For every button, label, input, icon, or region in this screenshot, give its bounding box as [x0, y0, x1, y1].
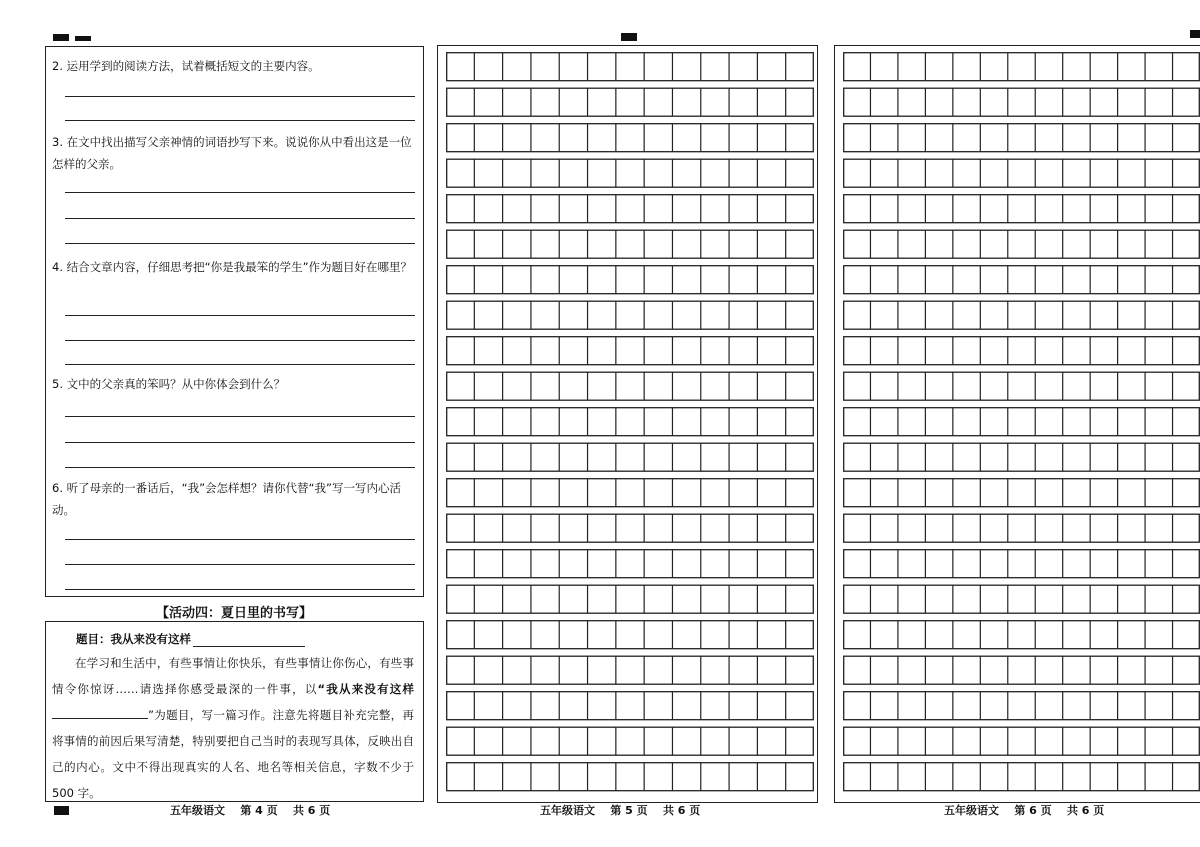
registration-mark-top-right [1190, 30, 1200, 38]
grid-row[interactable] [447, 479, 814, 507]
grid-row[interactable] [844, 266, 1200, 294]
grid-row[interactable] [447, 621, 814, 649]
composition-grid-svg [843, 52, 1200, 798]
page-footer-6: 五年级语文 第 6 页 共 6 页 [944, 804, 1105, 817]
composition-grid-page-6[interactable] [843, 52, 1200, 798]
grid-row[interactable] [447, 88, 814, 116]
grid-row[interactable] [844, 656, 1200, 684]
grid-row[interactable] [447, 763, 814, 791]
answer-line[interactable] [65, 340, 415, 341]
grid-row[interactable] [844, 124, 1200, 152]
grid-row[interactable] [447, 514, 814, 542]
question-4: 4. 结合文章内容，仔细思考把“你是我最笨的学生”作为题目好在哪里？ [52, 260, 413, 274]
grid-row[interactable] [447, 230, 814, 258]
page-footer-4: 五年级语文 第 4 页 共 6 页 [170, 804, 331, 817]
grid-row[interactable] [844, 479, 1200, 507]
grid-row[interactable] [447, 372, 814, 400]
composition-grid-page-5[interactable] [446, 52, 814, 798]
grid-row[interactable] [844, 763, 1200, 791]
grid-row[interactable] [844, 372, 1200, 400]
writing-topic [76, 631, 305, 647]
activity-heading: 【活动四：夏日里的书写】 [155, 606, 312, 621]
registration-mark-bottom-left [54, 806, 69, 815]
answer-line[interactable] [65, 564, 415, 565]
registration-mark-top-center [621, 33, 637, 41]
question-2: 2. 运用学到的阅读方法，试着概括短文的主要内容。 [52, 59, 320, 73]
answer-line[interactable] [65, 96, 415, 97]
answer-line[interactable] [65, 467, 415, 468]
prompt-part-2: ”为题目，写一篇习作。注意先将题目补充完整，再将事情的前因后果写清楚，特别要把自己当时的表现写具体，反映出自己的内心。文中不得出现真实的人名、地名等相关信息，字数不少于 500 字。 [52, 708, 414, 800]
question-5: 5. 文中的父亲真的笨吗？从中你体会到什么？ [52, 377, 286, 391]
answer-line[interactable] [65, 218, 415, 219]
grid-row[interactable] [844, 585, 1200, 613]
question-6: 6. 听了母亲的一番话后，“我”会怎样想？请你代替“我”写一写内心活动。 [52, 481, 401, 517]
topic-label: 题目：我从来没有这样 [76, 632, 191, 646]
grid-row[interactable] [447, 585, 814, 613]
grid-row[interactable] [844, 514, 1200, 542]
grid-row[interactable] [447, 337, 814, 365]
grid-row[interactable] [447, 124, 814, 152]
answer-line[interactable] [65, 364, 415, 365]
grid-row[interactable] [447, 408, 814, 436]
grid-row[interactable] [844, 159, 1200, 187]
grid-row[interactable] [844, 408, 1200, 436]
registration-mark-top-left-2 [75, 36, 91, 41]
answer-line[interactable] [65, 539, 415, 540]
answer-line[interactable] [65, 120, 415, 121]
grid-row[interactable] [447, 159, 814, 187]
grid-row[interactable] [447, 53, 814, 81]
grid-row[interactable] [844, 195, 1200, 223]
grid-row[interactable] [447, 692, 814, 720]
answer-line[interactable] [65, 192, 415, 193]
writing-prompt [52, 650, 414, 806]
grid-row[interactable] [844, 621, 1200, 649]
grid-row[interactable] [844, 88, 1200, 116]
topic-blank[interactable] [193, 634, 305, 647]
grid-row[interactable] [447, 656, 814, 684]
grid-row[interactable] [447, 727, 814, 755]
grid-row[interactable] [447, 301, 814, 329]
grid-row[interactable] [844, 727, 1200, 755]
grid-row[interactable] [844, 301, 1200, 329]
answer-line[interactable] [65, 416, 415, 417]
grid-row[interactable] [844, 230, 1200, 258]
prompt-part-1: 在学习和生活中，有些事情让你快乐，有些事情让你伤心，有些事情令你惊讶……请选择你感受最深的一件事，以 [52, 656, 414, 696]
answer-line[interactable] [65, 243, 415, 244]
grid-row[interactable] [844, 443, 1200, 471]
grid-row[interactable] [844, 550, 1200, 578]
grid-row[interactable] [844, 692, 1200, 720]
page-footer-5: 五年级语文 第 5 页 共 6 页 [540, 804, 701, 817]
grid-row[interactable] [447, 195, 814, 223]
answer-line[interactable] [65, 315, 415, 316]
answer-line[interactable] [65, 589, 415, 590]
registration-mark-top-left-1 [53, 34, 69, 41]
composition-grid-svg [446, 52, 814, 798]
grid-row[interactable] [447, 266, 814, 294]
question-3: 3. 在文中找出描写父亲神情的词语抄写下来。说说你从中看出这是一位怎样的父亲。 [52, 135, 412, 171]
grid-row[interactable] [447, 550, 814, 578]
prompt-bold-title: “我从来没有这样 [317, 682, 414, 696]
grid-row[interactable] [447, 443, 814, 471]
grid-row[interactable] [844, 337, 1200, 365]
prompt-blank [52, 708, 148, 719]
answer-line[interactable] [65, 442, 415, 443]
grid-row[interactable] [844, 53, 1200, 81]
